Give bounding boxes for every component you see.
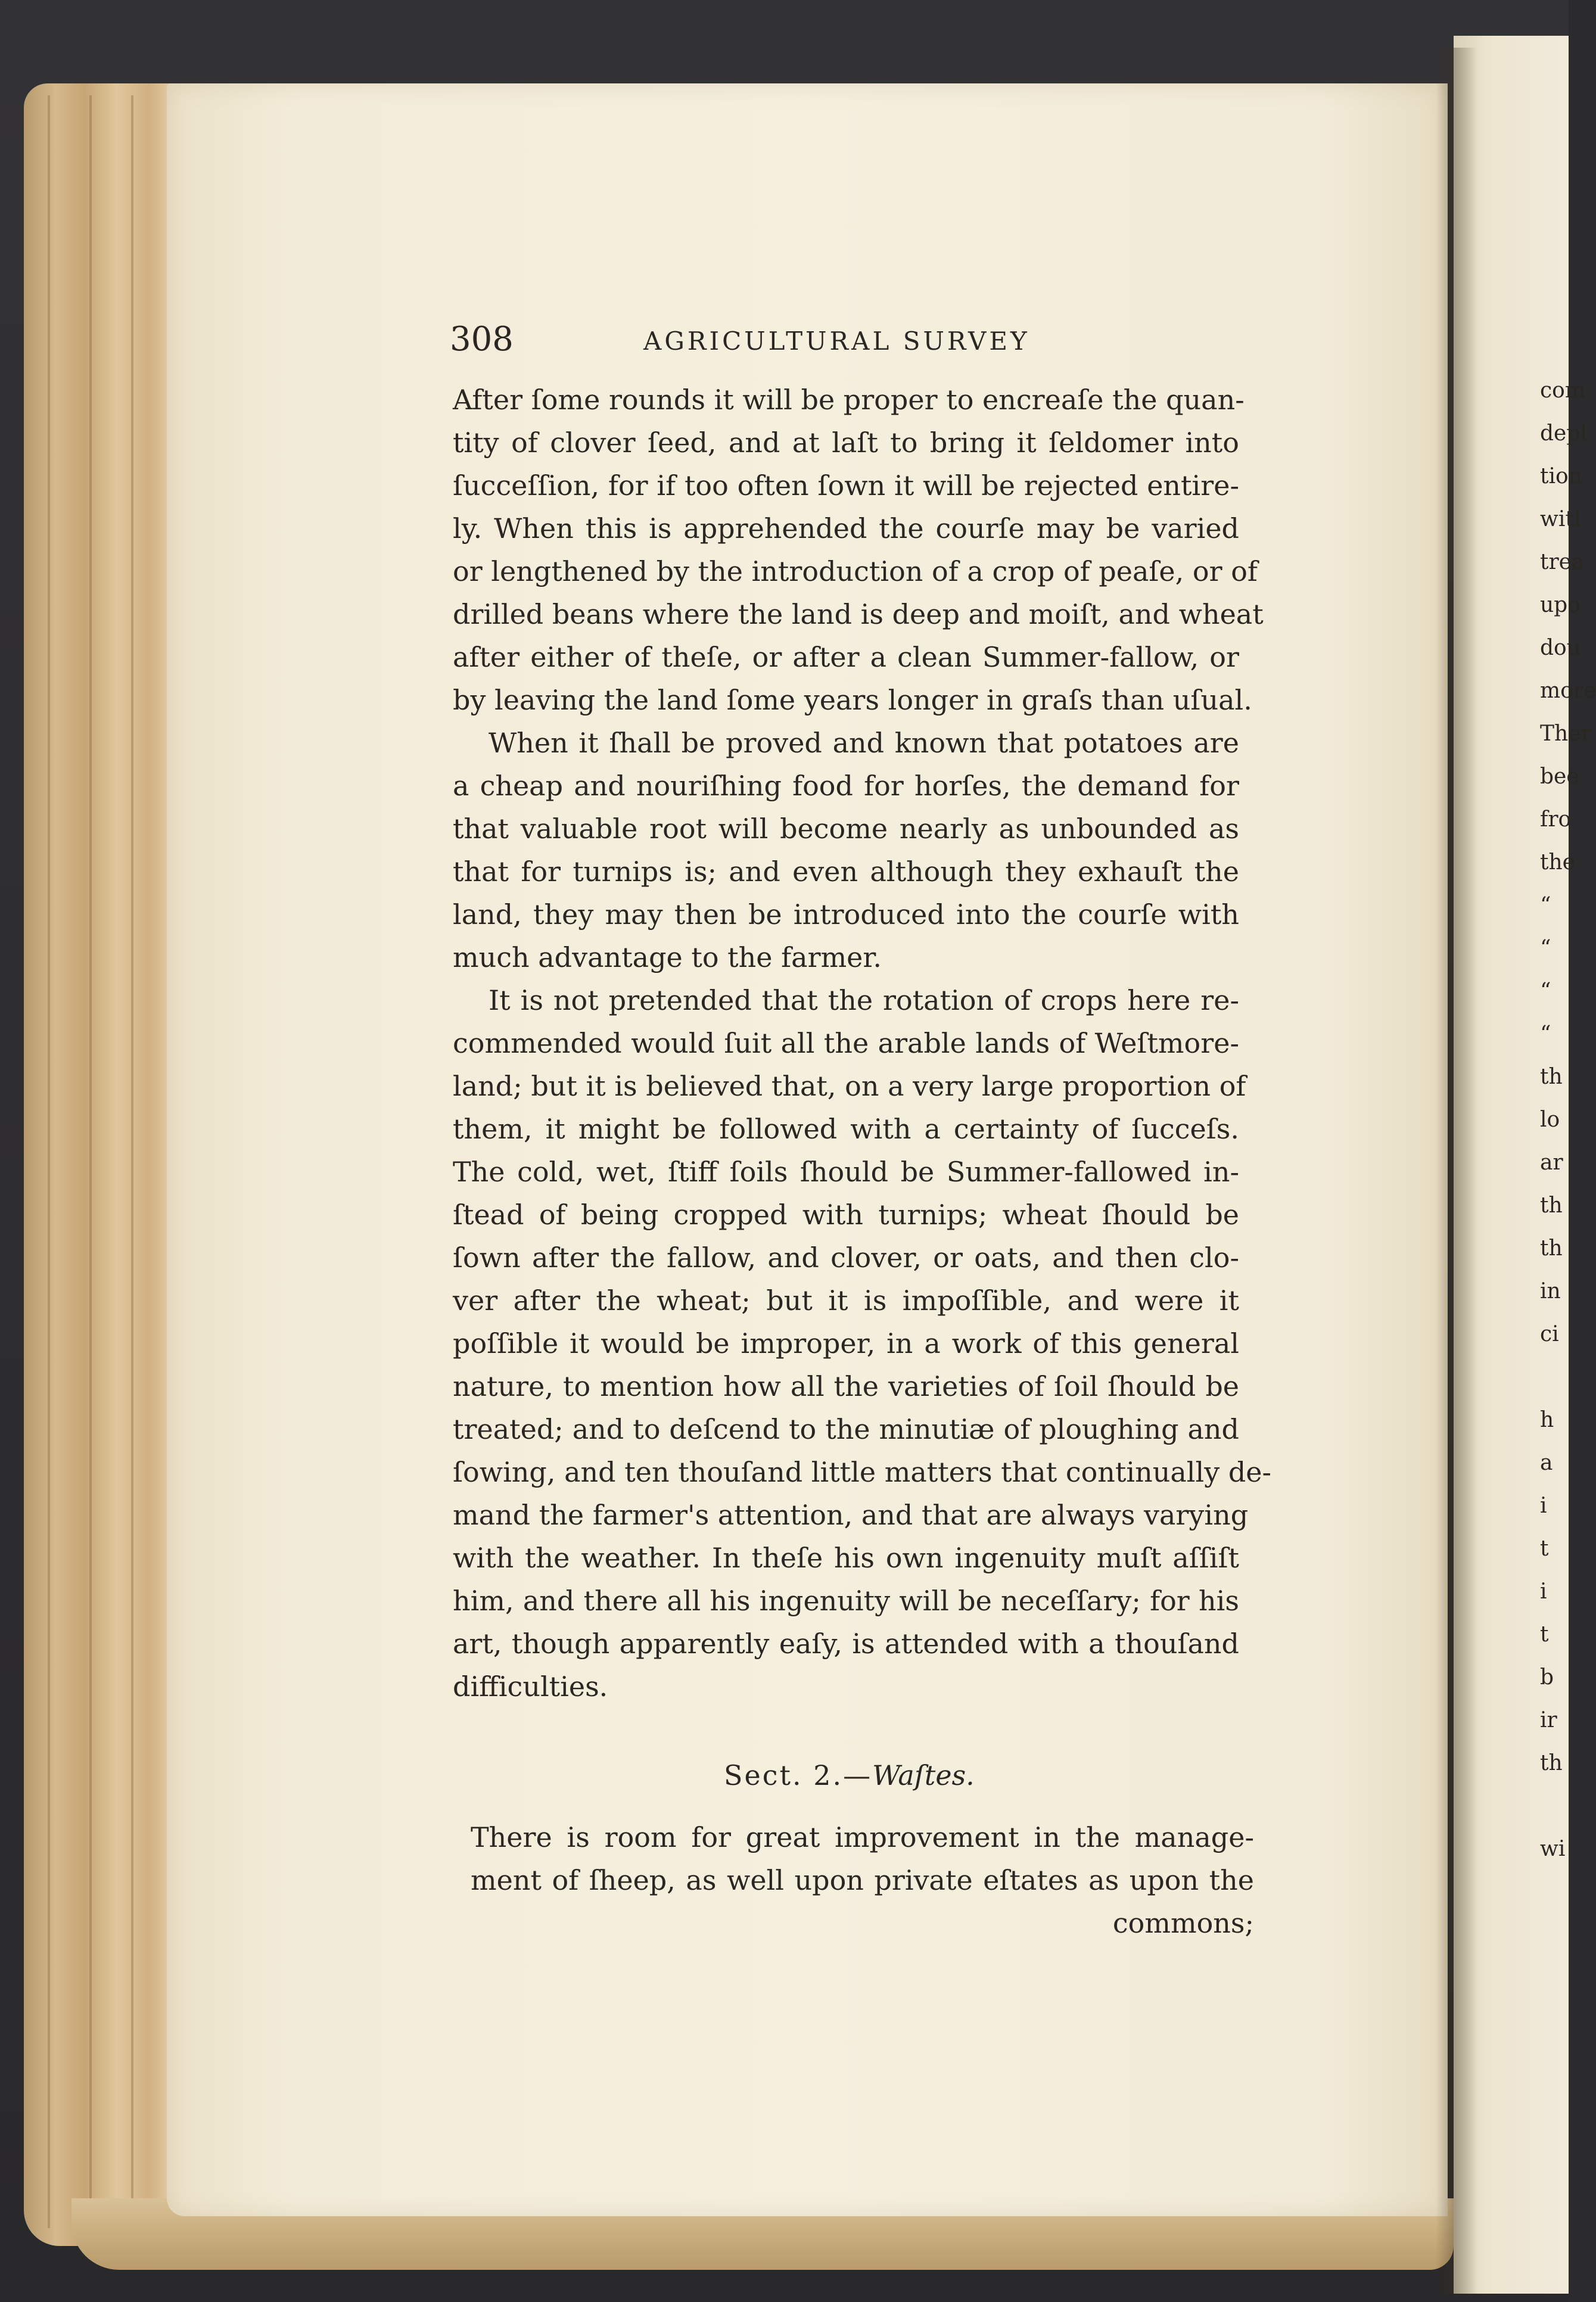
fragment: lo xyxy=(1540,1108,1560,1132)
fragment: “ xyxy=(1540,893,1551,917)
fragment: the xyxy=(1540,850,1575,875)
fragment xyxy=(1540,1785,1569,1828)
text-line: The cold, wet, ſtiff ſoils ſhould be Summer-fallowed in- xyxy=(453,1156,1239,1188)
page-edge-line xyxy=(131,95,133,2228)
text-line: that valuable root will become nearly as unbounded as xyxy=(453,813,1239,845)
running-head xyxy=(450,316,1254,363)
text-line: treated; and to deſcend to the minutiæ of ploughing and xyxy=(453,1413,1239,1445)
text-line: land, they may then be introduced into the courſe with xyxy=(453,898,1239,931)
fragment xyxy=(1540,1356,1569,1399)
page-number: 308 xyxy=(450,320,514,359)
fragment: i xyxy=(1540,1579,1547,1604)
fragment: in xyxy=(1540,1279,1561,1304)
section-heading xyxy=(724,1752,975,1799)
fragment: dou xyxy=(1540,636,1581,660)
text-line: ly. When this is apprehended the courſe may be varied xyxy=(453,512,1239,545)
fragment: h xyxy=(1540,1408,1554,1432)
fragment: ar xyxy=(1540,1150,1563,1175)
fragment: ci xyxy=(1540,1322,1559,1346)
catchword-line: commons; xyxy=(1112,1907,1254,1939)
text-line: There is room for great improvement in the manage- xyxy=(471,1821,1254,1853)
fragment: “ xyxy=(1540,979,1551,1003)
text-line: ſucceſſion, for if too often ſown it will be rejected entire- xyxy=(453,469,1239,502)
running-head-title: AGRICULTURAL SURVEY xyxy=(643,326,1030,356)
fragment: com xyxy=(1540,378,1585,403)
fragment: fro xyxy=(1540,807,1572,832)
fragment: depl xyxy=(1540,421,1587,446)
fragment: th xyxy=(1540,1065,1563,1089)
text-line: difficulties. xyxy=(453,1670,608,1703)
text-line: art, though apparently eaſy, is attended with a thouſand xyxy=(453,1628,1239,1660)
text-line: or lengthened by the introduction of a crop of peaſe, or of xyxy=(453,555,1258,587)
book-gutter xyxy=(1436,48,1477,2294)
text-line: nature, to mention how all the varieties of ſoil ſhould be xyxy=(453,1370,1239,1402)
text-line: commended would ſuit all the arable lands of Weſtmore- xyxy=(453,1027,1239,1059)
text-line: ſown after the fallow, and clover, or oats, and then clo- xyxy=(453,1242,1239,1274)
fragment: th xyxy=(1540,1236,1563,1261)
fragment: witl xyxy=(1540,507,1581,531)
text-line: ſtead of being cropped with turnips; wheat ſhould be xyxy=(453,1199,1239,1231)
section-label: Sect. 2.— xyxy=(724,1759,873,1791)
fragment: b xyxy=(1540,1665,1554,1690)
text-line: after either of theſe, or after a clean Summer-fallow, or xyxy=(453,641,1239,673)
fragment: wi xyxy=(1540,1837,1566,1861)
text-line: them, it might be followed with a certainty of ſucceſs. xyxy=(453,1113,1239,1145)
text-line: ment of ſheep, as well upon private eſtates as upon the xyxy=(471,1864,1254,1896)
facing-page-text-fragments xyxy=(1540,369,1596,1871)
fragment: upo xyxy=(1540,593,1581,617)
text-line: by leaving the land ſome years longer in graſs than uſual. xyxy=(453,684,1252,716)
fragment: t xyxy=(1540,1622,1549,1647)
text-line: mand the farmer's attention, and that are always varying xyxy=(453,1499,1249,1531)
text-line: ver after the wheat; but it is impoſſible, and were it xyxy=(453,1284,1239,1317)
fragment: “ xyxy=(1540,936,1551,960)
text-line: ſowing, and ten thouſand little matters that continually de- xyxy=(453,1456,1272,1488)
text-line: poſſible it would be improper, in a work of this general xyxy=(453,1327,1239,1360)
text-line: tity of clover ſeed, and at laſt to bring it ſeldomer into xyxy=(453,427,1239,459)
fragment: th xyxy=(1540,1193,1563,1218)
text-line: When it ſhall be proved and known that potatoes are xyxy=(489,727,1239,759)
fragment: i xyxy=(1540,1494,1547,1518)
fragment: “ xyxy=(1540,1022,1551,1046)
section-body-text xyxy=(471,1816,1254,1945)
fragment: ir xyxy=(1540,1708,1557,1732)
text-line: that for turnips is; and even although they exhauſt the xyxy=(453,856,1239,888)
fragment: a xyxy=(1540,1451,1553,1475)
text-line: him, and there all his ingenuity will be neceſſary; for his xyxy=(453,1585,1239,1617)
section-title: Waſtes. xyxy=(872,1759,975,1791)
fragment: th xyxy=(1540,1751,1563,1775)
body-text xyxy=(453,378,1272,1708)
text-line: with the weather. In theſe his own ingenuity muſt aſſiſt xyxy=(453,1542,1239,1574)
fragment: trea xyxy=(1540,550,1585,574)
fragment: Ther xyxy=(1540,721,1591,746)
fragment: t xyxy=(1540,1536,1549,1561)
fragment: bee xyxy=(1540,764,1579,789)
text-line: a cheap and nouriſhing food for horſes, the demand for xyxy=(453,770,1239,802)
text-line: drilled beans where the land is deep and moiſt, and wheat xyxy=(453,598,1264,630)
page-edge-line xyxy=(48,95,50,2228)
text-line: land; but it is believed that, on a very large proportion of xyxy=(453,1070,1246,1102)
fragment: more xyxy=(1540,679,1596,703)
text-line: much advantage to the farmer. xyxy=(453,941,882,973)
text-line: It is not pretended that the rotation of crops here re- xyxy=(489,984,1239,1016)
page-edge-line xyxy=(89,95,92,2228)
text-line: After ſome rounds it will be proper to encreaſe the quan- xyxy=(453,384,1245,416)
fragment: tion xyxy=(1540,464,1582,489)
